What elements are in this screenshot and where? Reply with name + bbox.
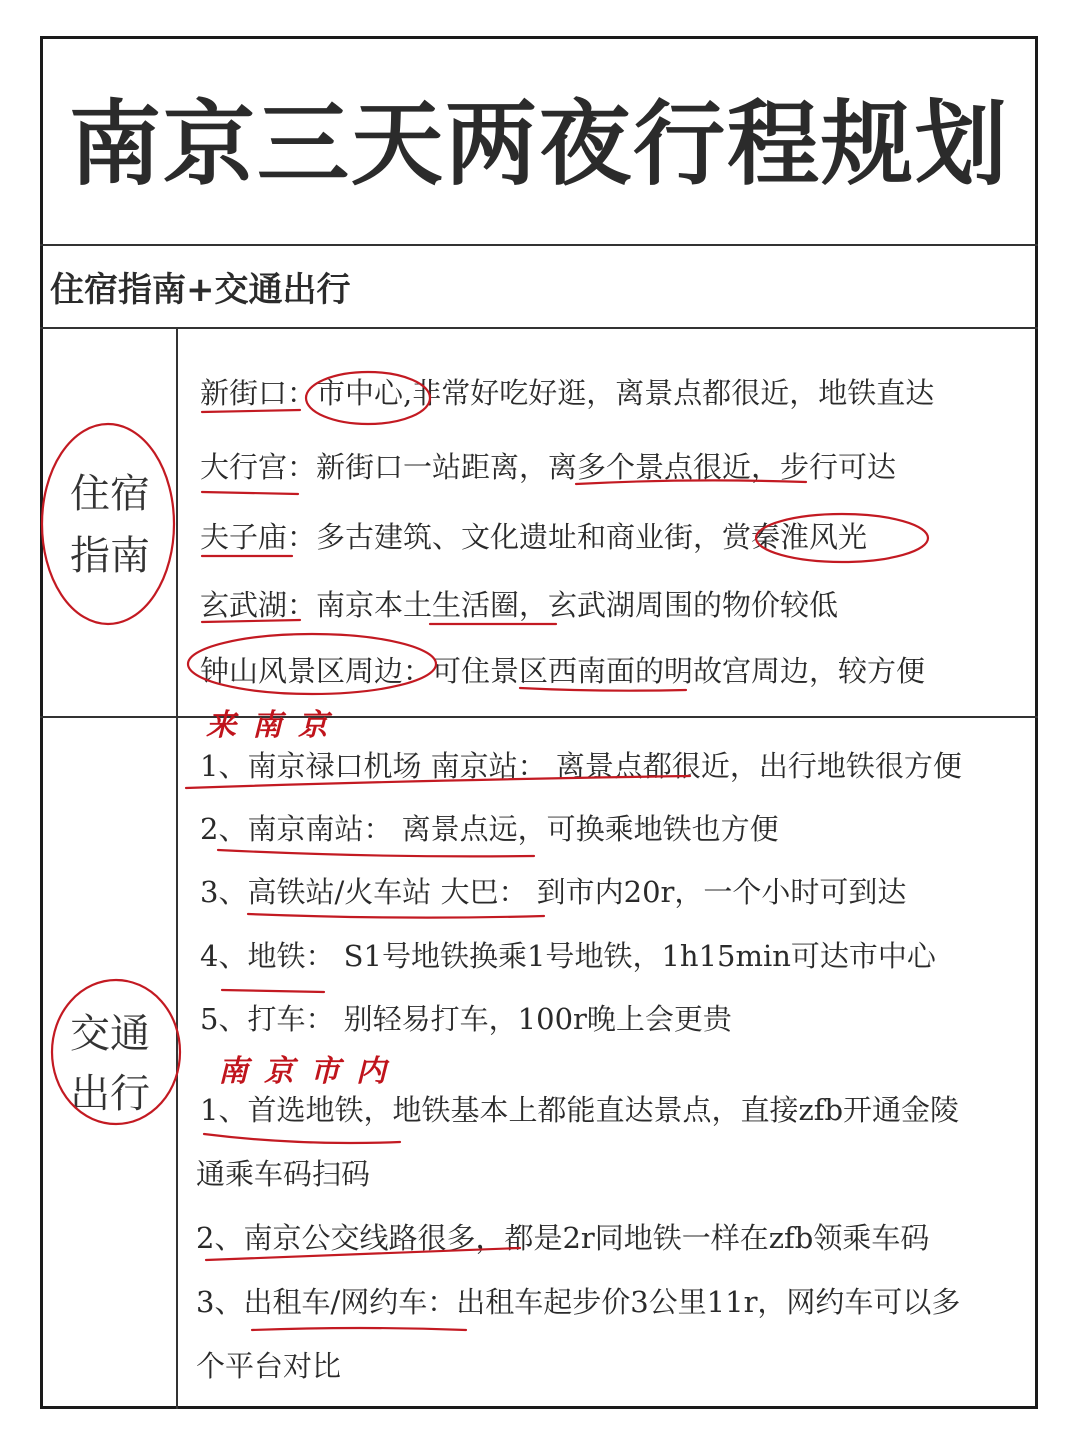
page-frame [40, 36, 1038, 1409]
lodging-label-line2: 指南 [70, 533, 150, 579]
section-divider [40, 327, 1038, 329]
page-title: 南京三天两夜行程规划 [68, 91, 1009, 198]
city-item: 2、南京公交线路很多，都是2r同地铁一样在zfb领乘车码 [196, 1221, 930, 1255]
lodging-label-line1: 住宿 [70, 471, 150, 517]
lodging-item: 玄武湖：南京本土生活圈，玄武湖周围的物价较低 [200, 588, 839, 622]
city-item: 1、首选地铁，地铁基本上都能直达景点，直接zfb开通金陵 [200, 1093, 960, 1127]
lodging-item: 夫子庙：多古建筑、文化遗址和商业街，赏秦淮风光 [200, 520, 868, 554]
arrive-item: 2、南京南站： 离景点远，可换乘地铁也方便 [200, 812, 779, 846]
arrive-item: 5、打车： 别轻易打车，100r晚上会更贵 [200, 1002, 732, 1036]
arrive-item: 3、高铁站/火车站 大巴： 到市内20r，一个小时可到达 [200, 875, 907, 909]
arrive-item: 4、地铁： S1号地铁换乘1号地铁，1h15min可达市中心 [200, 939, 936, 973]
row-divider [40, 716, 1038, 718]
city-item: 3、出租车/网约车：出租车起步价3公里11r，网约车可以多 [196, 1285, 961, 1319]
city-item: 通乘车码扫码 [196, 1157, 371, 1191]
lodging-item: 钟山风景区周边：可住景区西南面的明故宫周边，较方便 [200, 654, 926, 688]
arrive-item: 1、南京禄口机场 南京站： 离景点都很近，出行地铁很方便 [200, 749, 962, 783]
column-divider [176, 327, 178, 1409]
lodging-item: 新街口：市中心,非常好吃好逛，离景点都很近，地铁直达 [200, 376, 935, 410]
transport-label-line1: 交通 [70, 1011, 150, 1057]
city-item: 个平台对比 [196, 1349, 342, 1383]
transport-label-line2: 出行 [70, 1071, 150, 1117]
title-divider [40, 244, 1038, 246]
arrive-heading: 来南京 [206, 708, 344, 743]
section-title: 住宿指南+交通出行 [50, 270, 351, 310]
city-heading: 南京市内 [218, 1054, 402, 1089]
lodging-item: 大行宫：新街口一站距离，离多个景点很近，步行可达 [200, 450, 897, 484]
